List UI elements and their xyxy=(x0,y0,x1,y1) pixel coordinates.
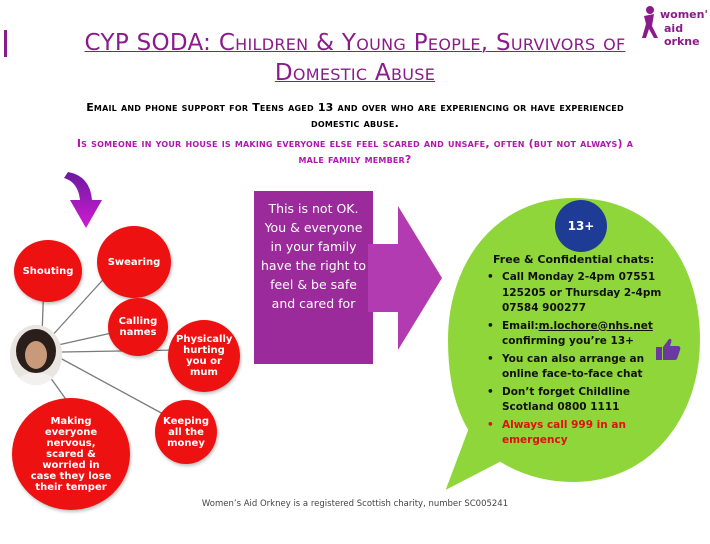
avatar xyxy=(10,325,62,385)
question-text-line1: Is someone in your house is making everyone else feel scared and unsafe, often (but not always) a xyxy=(76,137,634,150)
age-badge-label: 13+ xyxy=(567,219,595,233)
girl-photo-icon xyxy=(10,325,62,385)
behaviour-circle-physically-hurting xyxy=(168,320,240,392)
behaviour-label-calling-names: Calling names xyxy=(118,316,158,338)
list-item xyxy=(484,270,674,317)
emergency-text: Always call 999 in an emergency xyxy=(502,418,626,446)
childline-text: Don’t forget Childline Scotland 0800 1111 xyxy=(502,385,631,413)
intro-text xyxy=(20,100,690,132)
support-title: Free & Confidential chats: xyxy=(493,253,655,266)
list-item xyxy=(484,385,674,416)
email-link[interactable]: m.lochore@nhs.net xyxy=(538,319,653,332)
thumbs-up-icon xyxy=(655,337,681,361)
question-text-line2: male family member? xyxy=(298,153,412,166)
not-ok-message-box xyxy=(254,191,373,364)
page-title xyxy=(0,28,710,88)
footer-charity-text: Women’s Aid Orkney is a registered Scottish charity, number SC005241 xyxy=(201,499,509,509)
behaviour-label-physically-hurting: Physically hurting you or mum xyxy=(176,334,233,378)
support-list xyxy=(484,270,674,451)
call-times-text: Call Monday 2-4pm 07551 125205 or Thursday 2-4pm 07584 900277 xyxy=(502,271,662,314)
email-suffix: confirming you’re 13+ xyxy=(502,335,634,347)
behaviour-circle-shouting xyxy=(14,240,82,302)
list-item xyxy=(484,352,674,383)
behaviour-label-swearing: Swearing xyxy=(107,256,161,268)
logo-text-line1: women' xyxy=(660,8,708,21)
list-item xyxy=(484,319,674,350)
page-title-line1: CYP SODA: Children & Young People, Survivors of xyxy=(84,30,626,56)
behaviour-label-shouting: Shouting xyxy=(22,265,74,277)
online-chat-text: You can also arrange an online face-to-face chat xyxy=(502,352,645,380)
not-ok-message-text: This is not OK. You & everyone in your family have the right to feel & be safe and cared for xyxy=(260,201,367,311)
question-text xyxy=(10,136,700,168)
page-title-line2: Domestic Abuse xyxy=(274,60,436,86)
intro-text-line2: domestic abuse. xyxy=(311,117,399,130)
behaviour-circle-keeping-money xyxy=(155,400,217,464)
behaviour-circle-making-nervous xyxy=(12,398,130,510)
age-badge xyxy=(555,200,607,252)
list-item xyxy=(484,418,674,449)
intro-text-line1: Email and phone support for Teens aged 13 and over who are experiencing or have experienced xyxy=(86,101,624,114)
behaviour-circle-calling-names xyxy=(108,298,168,356)
behaviour-circle-swearing xyxy=(97,226,171,298)
behaviour-label-making-nervous: Making everyone nervous, scared & worried in case they lose their temper xyxy=(30,415,112,493)
behaviour-label-keeping-money: Keeping all the money xyxy=(163,415,210,449)
email-prefix: Email: xyxy=(502,319,539,332)
right-arrow-icon xyxy=(368,206,444,350)
logo-text-line2: aid orkne xyxy=(664,22,700,48)
